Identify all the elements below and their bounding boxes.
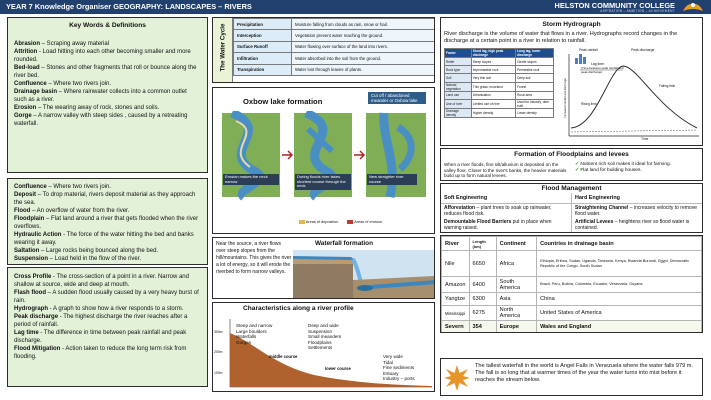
flood-strategy: [575, 219, 699, 232]
lower-course-list: [383, 354, 415, 382]
water-cycle-term: Surface Runoff: [234, 41, 292, 52]
definition-term: Flood Mitigation: [14, 346, 61, 352]
profile-characteristic: Gorges: [236, 339, 252, 345]
definition-item: [14, 207, 201, 215]
factor-table-cell: Gentle slopes: [516, 58, 554, 66]
hydrograph-title: Storm Hydrograph: [542, 21, 601, 28]
rivers-table-row: [442, 277, 702, 293]
definition-term: Hydrograph: [14, 306, 49, 312]
oxbow-panel: [212, 87, 435, 234]
definition-item: [14, 112, 201, 128]
key-words-title: Key Words & Definitions: [69, 22, 146, 29]
profile-characteristic: Suspension: [308, 328, 333, 334]
benefit-text: Nutrient rich soil makes it ideal for farming.: [580, 162, 671, 167]
factor-table-row: [445, 58, 554, 66]
definition-term: Flood: [14, 208, 31, 214]
factor-table-cell: Impermeable rock: [471, 66, 515, 74]
definition-item: [14, 247, 201, 255]
water-cycle-definition: Water flowing over surface of the land into rivers.: [292, 41, 435, 52]
flood-management-title: Flood Management: [541, 185, 602, 192]
flood-strategy-term: Demountable Flood Barriers: [444, 218, 512, 225]
rivers-table: [441, 236, 702, 333]
factor-table-row: [445, 82, 554, 91]
profile-characteristic: Tidal: [383, 359, 393, 365]
soft-engineering-list: [441, 204, 572, 234]
factor-table-cell: Deep soil: [516, 74, 554, 82]
definition-text: - The force of the water hitting the bed and banks wearing it away.: [14, 232, 194, 246]
definition-term: Bed-load: [14, 65, 40, 71]
definition-term: Flash flood: [14, 290, 46, 296]
rivers-table-row: [442, 306, 702, 321]
benefit-text: Flat land for building houses.: [580, 168, 642, 173]
factor-table-cell: Lower density: [516, 108, 554, 117]
definition-text: - A graph to show how a river responds to a storm.: [48, 306, 184, 312]
rivers-table-row: [442, 321, 702, 334]
floodplain-panel: [440, 148, 703, 181]
school-logo: [681, 1, 705, 13]
factor-table-row: [445, 99, 554, 108]
erosion-swatch: [347, 220, 353, 224]
definition-text: – Scraping away material: [40, 41, 110, 47]
definition-term: Deposit: [14, 192, 37, 198]
rivers-table-cell: Mississippi: [442, 306, 470, 321]
rivers-table-cell: United States of America: [537, 306, 702, 321]
rivers-table-cell: Europe: [496, 321, 536, 334]
middle-course-label: middle course: [269, 354, 298, 359]
profile-characteristic: Large boulders: [236, 328, 267, 334]
definition-text: – Where rainwater collects into a common outlet such as a river.: [14, 89, 187, 103]
river-profile-panel: [212, 302, 435, 392]
definition-item: [14, 289, 201, 305]
water-cycle-side-label: The Water Cycle: [213, 18, 233, 82]
flood-strategy-text: – increases velocity to remove flood water.: [575, 205, 697, 218]
definition-term: Lag time: [14, 330, 39, 336]
definition-term: [14, 264, 37, 265]
oxbow-caption-3: New straighter river course: [367, 174, 417, 185]
definition-text: – A sudden flood usually caused by a very heavy burst of rain.: [14, 290, 199, 304]
key-words-list: [14, 40, 201, 128]
water-cycle-panel: [212, 17, 435, 83]
hard-engineering-heading: Hard Engineering: [572, 193, 703, 204]
flood-strategy: [575, 205, 699, 218]
rivers-table-header: Length (km): [469, 237, 496, 251]
definition-item: [14, 80, 201, 88]
water-cycle-row: [234, 41, 435, 52]
definition-text: – Stones and other fragments that roll or bounce along the river bed.: [14, 65, 197, 79]
rivers-table-row: [442, 251, 702, 277]
key-words-panel-3: [7, 267, 208, 387]
upper-course-list: [236, 323, 272, 345]
definition-text: - Load hitting into each other becoming smaller and more rounded.: [14, 49, 191, 63]
definition-term: Hydraulic Action: [14, 232, 62, 238]
page-header: [0, 0, 711, 14]
profile-characteristic: Waterfalls: [236, 334, 257, 340]
rivers-table-cell: Wales and England: [537, 321, 702, 334]
flood-strategy-term: Straightening Channel: [575, 205, 629, 211]
waterfall-diagram: [293, 250, 435, 298]
flood-management-table: [441, 193, 702, 233]
waterfall-panel: [212, 237, 435, 299]
factor-table-cell: Forest: [516, 82, 554, 91]
profile-characteristic: Floodplains: [308, 339, 332, 345]
factor-table-header: Short lag, high peak discharge: [471, 49, 515, 58]
factor-table-cell: Rural area: [516, 91, 554, 99]
definition-item: [14, 345, 201, 361]
rivers-table-cell: North America: [496, 306, 536, 321]
water-cycle-term: Transpiration: [234, 64, 292, 75]
factor-table-cell: Use of river: [445, 99, 472, 108]
definition-item: [14, 40, 201, 48]
profile-characteristic: Small meanders: [308, 334, 342, 340]
benefit-item: [575, 168, 701, 174]
factor-table-row: [445, 108, 554, 117]
definition-term: Confluence: [14, 184, 47, 190]
definition-item: [14, 255, 201, 263]
rivers-table-cell: China: [537, 293, 702, 306]
rivers-table-cell: Amazon: [442, 277, 470, 293]
y-axis-label: Increased rainfall and discharge: [563, 78, 567, 118]
floodplain-title: Formation of Floodplains and levees: [514, 151, 629, 158]
definition-text: – To drop material, rivers deposit material as they approach the sea.: [14, 192, 196, 206]
water-cycle-row: [234, 64, 435, 75]
oxbow-callout: Cut off / abandoned meander or Oxbow lake: [368, 92, 426, 104]
water-cycle-row: [234, 19, 435, 30]
hard-engineering-list: [572, 204, 703, 234]
factor-table-cell: Very thin soil: [471, 74, 515, 82]
x-axis-label: Time: [641, 137, 649, 141]
factor-table-row: [445, 91, 554, 99]
factor-table-cell: Steep slopes: [471, 58, 515, 66]
factor-table-cell: Land use: [445, 91, 472, 99]
factor-table-cell: Rock type: [445, 66, 472, 74]
hydrograph-panel: [440, 17, 703, 146]
fact-text: The tallest waterfall in the world is Angel Falls in Venezuela where the water falls 979 m. The fall is so long that at warmer times of the year the water turns into mist before it reaches the stream below.: [475, 363, 693, 384]
definition-term: Abrasion: [14, 41, 41, 47]
profile-characteristic: Deep and wide: [308, 323, 339, 328]
middle-course-list: [308, 323, 341, 351]
key-words-list-2: [14, 183, 201, 265]
rivers-table-cell: Severn: [442, 321, 470, 334]
water-cycle-definition: Water absorbed into the soil from the ground.: [292, 53, 435, 64]
flood-strategy-text: – heightens river so flood water is contained.: [575, 218, 690, 232]
rising-limb-label: Rising limb: [581, 102, 597, 106]
rivers-table-cell: Brazil, Peru, Bolivia, Colombia, Ecuador, Venezuela, Guyana: [537, 277, 702, 293]
flood-strategy: [444, 205, 568, 218]
profile-y-tick: 100m: [214, 371, 223, 375]
definition-text: – Large rocks being bounced along the bed.: [39, 248, 159, 254]
hydrograph-text: River discharge is the volume of water that flows in a river. Hydrographs record changes in the discharge at a certain point in a river in relation to rainfall.: [444, 31, 678, 44]
rivers-table-cell: 6275: [469, 306, 496, 321]
key-words-list-3: [14, 273, 201, 361]
rivers-table-header: River: [442, 237, 470, 251]
factor-table-cell: Relief: [445, 58, 472, 66]
flood-strategy-term: Afforestation: [444, 205, 476, 211]
definition-item: [14, 215, 201, 231]
factor-table-cell: Soil: [445, 74, 472, 82]
profile-characteristic: Settlements: [308, 345, 333, 351]
definition-item: [14, 263, 201, 265]
definition-text: - Action taken to reduce the long term risk from flooding.: [14, 346, 187, 360]
factor-table-cell: Limited use of river: [471, 99, 515, 108]
flood-strategy-text: put in place when warning raised.: [444, 218, 552, 232]
hydrograph-chart: [557, 48, 703, 146]
key-words-panel-2: [7, 178, 208, 265]
key-words-panel: [7, 17, 208, 173]
check-icon: ✓: [575, 162, 581, 167]
factor-table-header: Long lag, lower discharge: [516, 49, 554, 58]
definition-text: – The wearing away of rock, stones and soils.: [36, 105, 160, 111]
falling-limb-label: Falling limb: [659, 84, 676, 88]
definition-term: Drainage basin: [14, 89, 58, 95]
water-cycle-term: Precipitation: [234, 19, 292, 30]
oxbow-arrow-1: [282, 151, 292, 159]
rivers-table-header: Continent: [496, 237, 536, 251]
definition-text: - The cross-section of a point in a river. Narrow and shallow at source, wide and deep at mouth.: [14, 274, 189, 288]
deposition-swatch: [299, 220, 305, 224]
factor-table-cell: Natural vegetation: [445, 82, 472, 91]
water-cycle-term: Interception: [234, 30, 292, 41]
rivers-table-cell: 6300: [469, 293, 496, 306]
definition-text: - The highest discharge the river reaches after a period of rainfall.: [14, 314, 188, 328]
floodplain-text: When a river floods, fine silt/alluvium is deposited on the valley floor. Closer to the river's banks, the heavier materials build up to form natural levees.: [444, 162, 567, 179]
definition-item: [14, 48, 201, 64]
oxbow-arrow-2: [354, 151, 364, 159]
factor-table-header: Factor: [445, 49, 472, 58]
factor-table-cell: Permeable rock: [516, 66, 554, 74]
profile-y-tick: 200m: [214, 350, 223, 354]
definition-text: – An overflow of water from the river.: [30, 208, 130, 214]
definition-item: [14, 231, 201, 247]
water-cycle-definition: Vegetation prevent water reaching the ground.: [292, 30, 435, 41]
oxbow-caption-2: During floods river takes shortest course through the neck: [295, 174, 351, 190]
oxbow-legend: Areas of deposition Areas of erosion: [299, 220, 382, 224]
definition-term: Peak discharge: [14, 314, 59, 320]
rivers-table-cell: Yangtze: [442, 293, 470, 306]
rivers-panel: [440, 235, 703, 333]
definition-item: [14, 273, 201, 289]
definition-term: Suspension: [14, 256, 49, 262]
flood-strategy: [444, 219, 568, 232]
factor-table-cell: Used for industry, dam built: [516, 99, 554, 108]
definition-term: Gorge: [14, 113, 32, 119]
profile-characteristic: Industry – ports: [383, 376, 415, 382]
definition-item: [14, 64, 201, 80]
factor-table-cell: Thin grass, moorland: [471, 82, 515, 91]
flood-strategy-text: – plant trees to soak up rainwater, reduces flood risk.: [444, 205, 552, 218]
profile-y-tick: 300m: [214, 330, 223, 334]
rivers-table-cell: 6650: [469, 251, 496, 277]
river-profile-title: Characteristics along a river profile: [243, 305, 354, 312]
water-cycle-definition: Moisture falling from clouds as rain, snow or hail.: [292, 19, 435, 30]
page-title: YEAR 7 Knowledge Organiser GEOGRAPHY: LANDSCAPES – RIVERS: [6, 2, 252, 11]
factor-table-cell: Higher density: [471, 108, 515, 117]
rivers-table-cell: Africa: [496, 251, 536, 277]
waterfall-text: Near the source, a river flows over steep slopes from the hill/mountains. This gives the river a lot of energy, so it will erode the riverbed to form narrow valleys.: [216, 241, 292, 275]
definition-item: [14, 313, 201, 329]
definition-item: [14, 305, 201, 313]
definition-text: – Where two rivers join.: [46, 81, 112, 87]
oxbow-diagram: [214, 111, 435, 223]
rivers-table-cell: Asia: [496, 293, 536, 306]
definition-item: [14, 104, 201, 112]
definition-term: Erosion: [14, 105, 37, 111]
definition-text: [37, 264, 160, 265]
definition-item: [14, 329, 201, 345]
definition-text: – Where two rivers join.: [46, 184, 112, 190]
fact-panel: [440, 358, 703, 396]
definition-term: Saltation: [14, 248, 40, 254]
rivers-table-cell: 354: [469, 321, 496, 334]
waterfall-title: Waterfall formation: [315, 240, 373, 247]
definition-term: Cross Profile: [14, 274, 52, 280]
definition-term: Attrition: [14, 49, 38, 55]
water-cycle-row: [234, 53, 435, 64]
water-cycle-term: Infiltration: [234, 53, 292, 64]
floodplain-benefits: [575, 162, 701, 174]
rivers-table-cell: Nile: [442, 251, 470, 277]
lag-time-label: Lag time: [591, 62, 605, 66]
peak-discharge-label: Peak discharge: [631, 48, 655, 52]
school-name: HELSTON COMMUNITY COLLEGE: [554, 1, 675, 10]
definition-text: – A narrow valley with steep sides , caused by a retreating waterfall.: [14, 113, 188, 127]
factor-table-row: [445, 74, 554, 82]
definition-text: – Flat land around a river that gets flooded when the river overflows.: [14, 216, 199, 230]
check-icon: ✓: [575, 168, 581, 173]
oxbow-caption-1: Erosion makes the neck narrow: [223, 174, 279, 185]
water-cycle-table: [233, 18, 435, 76]
definition-text: - The difference in time between peak rainfall and peak discharge.: [14, 330, 187, 344]
peak-rainfall-label: Peak rainfall: [579, 48, 598, 52]
school-motto: ASPIRATION – AMBITION – ACHIEVEMENT: [600, 9, 675, 13]
profile-characteristic: Steep and narrow: [236, 323, 273, 328]
rivers-table-row: [442, 293, 702, 306]
profile-characteristic: Estuary: [383, 370, 399, 376]
flood-management-panel: [440, 183, 703, 233]
definition-item: [14, 88, 201, 104]
factor-table-row: [445, 66, 554, 74]
soft-engineering-heading: Soft Engineering: [441, 193, 572, 204]
lag-time-note: (Time between peak rainfall and peak discharge): [581, 66, 624, 74]
star-burst-icon: [444, 365, 470, 391]
rivers-table-cell: Ethiopia, Eritrea, Sudan, Uganda, Tanzania, Kenya, Rwanda Burundi, Egypt, Democratic Republic of the Congo, South Sudan: [537, 251, 702, 277]
definition-item: [14, 191, 201, 207]
water-cycle-row: [234, 30, 435, 41]
rivers-table-header: Countries in drainage basin: [537, 237, 702, 251]
rivers-table-cell: South America: [496, 277, 536, 293]
rivers-table-cell: 6400: [469, 277, 496, 293]
definition-item: [14, 183, 201, 191]
profile-characteristic: Fine sediments: [383, 365, 415, 371]
definition-term: Confluence: [14, 81, 47, 87]
lower-course-label: lower course: [325, 366, 351, 371]
flood-strategy-term: Artificial Levees: [575, 218, 614, 225]
factor-table-cell: Drainage density: [445, 108, 472, 117]
factor-table-cell: Urbanisation: [471, 91, 515, 99]
hydrograph-factors-table: [444, 48, 554, 118]
profile-characteristic: Very wide: [383, 354, 403, 359]
water-cycle-definition: Water lost through leaves of plants.: [292, 64, 435, 75]
oxbow-title: Oxbow lake formation: [243, 97, 323, 106]
definition-term: Floodplain: [14, 216, 45, 222]
definition-text: – Load held in the flow of the river.: [48, 256, 142, 262]
